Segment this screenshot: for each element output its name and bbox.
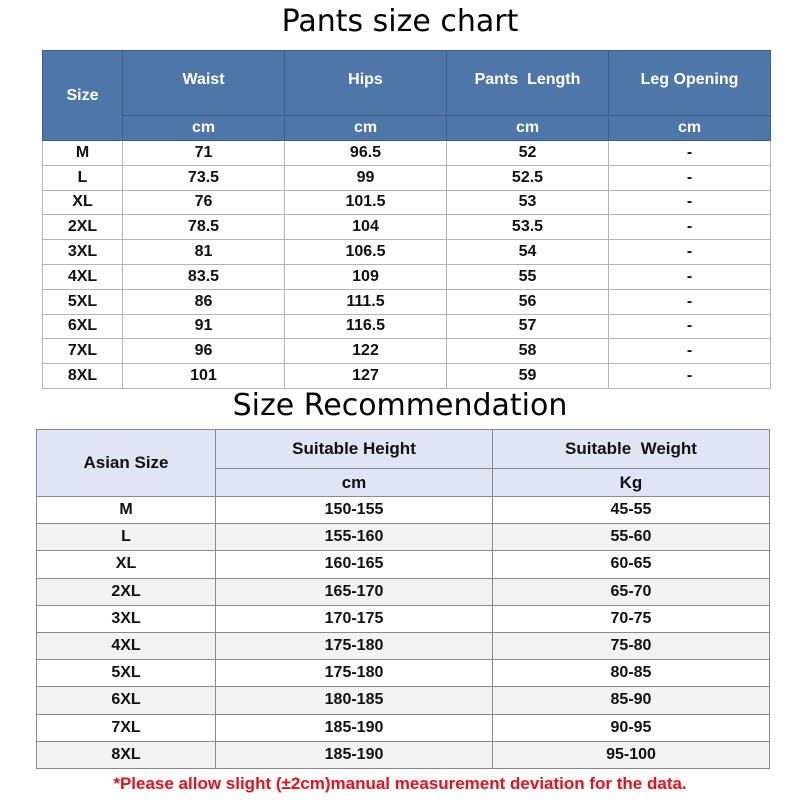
size-cell: 6XL (43, 314, 123, 339)
value-cell: 96.5 (285, 141, 447, 166)
value-cell: - (609, 264, 771, 289)
table-row (37, 660, 770, 687)
value-cell: 83.5 (123, 264, 285, 289)
value-cell: 185-190 (216, 741, 493, 768)
value-cell: 58 (447, 339, 609, 364)
unit-weight: Kg (493, 469, 770, 497)
table-row (37, 687, 770, 714)
table-row (37, 741, 770, 768)
value-cell: 52.5 (447, 165, 609, 190)
value-cell: - (609, 215, 771, 240)
size-cell: 5XL (43, 289, 123, 314)
value-cell: 155-160 (216, 524, 493, 551)
value-cell: 60-65 (493, 551, 770, 578)
size-cell: 7XL (37, 714, 216, 741)
value-cell: 52 (447, 141, 609, 166)
value-cell: - (609, 141, 771, 166)
size-cell: 4XL (37, 632, 216, 659)
value-cell: 55 (447, 264, 609, 289)
size-cell: 8XL (43, 364, 123, 389)
value-cell: 116.5 (285, 314, 447, 339)
value-cell: 95-100 (493, 741, 770, 768)
header-suitable-height: Suitable Height (216, 430, 493, 469)
value-cell: 55-60 (493, 524, 770, 551)
table-row (43, 364, 771, 389)
value-cell: 165-170 (216, 578, 493, 605)
value-cell: 160-165 (216, 551, 493, 578)
size-cell: 7XL (43, 339, 123, 364)
value-cell: 127 (285, 364, 447, 389)
size-cell: M (43, 141, 123, 166)
unit-leg-opening: cm (609, 116, 771, 141)
size-cell: 6XL (37, 687, 216, 714)
value-cell: - (609, 339, 771, 364)
table-row (43, 215, 771, 240)
size-cell: XL (37, 551, 216, 578)
header-pants-length: Pants Length (447, 51, 609, 116)
value-cell: 53.5 (447, 215, 609, 240)
table-row (37, 524, 770, 551)
value-cell: 85-90 (493, 687, 770, 714)
size-cell: 2XL (37, 578, 216, 605)
value-cell: 101 (123, 364, 285, 389)
value-cell: 71 (123, 141, 285, 166)
value-cell: 122 (285, 339, 447, 364)
value-cell: 45-55 (493, 497, 770, 524)
value-cell: - (609, 289, 771, 314)
pants-size-chart-title: Pants size chart (281, 4, 519, 39)
value-cell: 96 (123, 339, 285, 364)
value-cell: 78.5 (123, 215, 285, 240)
size-cell: 2XL (43, 215, 123, 240)
table-row (43, 190, 771, 215)
value-cell: 185-190 (216, 714, 493, 741)
value-cell: 80-85 (493, 660, 770, 687)
size-cell: 8XL (37, 741, 216, 768)
header-asian-size: Asian Size (37, 430, 216, 497)
value-cell: - (609, 364, 771, 389)
size-recommendation-table-body (37, 497, 770, 769)
table-row (43, 339, 771, 364)
header-leg-opening: Leg Opening (609, 51, 771, 116)
pants-size-table-body (43, 141, 771, 389)
value-cell: - (609, 165, 771, 190)
value-cell: 81 (123, 240, 285, 265)
unit-hips: cm (285, 116, 447, 141)
table-row (43, 289, 771, 314)
table-row (37, 578, 770, 605)
value-cell: 70-75 (493, 605, 770, 632)
table-row (43, 240, 771, 265)
value-cell: 90-95 (493, 714, 770, 741)
table-row (43, 314, 771, 339)
value-cell: 175-180 (216, 660, 493, 687)
size-recommendation-table (36, 429, 770, 769)
value-cell: 175-180 (216, 632, 493, 659)
size-cell: 3XL (37, 605, 216, 632)
value-cell: 56 (447, 289, 609, 314)
unit-height: cm (216, 469, 493, 497)
header-hips: Hips (285, 51, 447, 116)
value-cell: 170-175 (216, 605, 493, 632)
value-cell: 111.5 (285, 289, 447, 314)
header-waist: Waist (123, 51, 285, 116)
table-row (37, 551, 770, 578)
value-cell: - (609, 240, 771, 265)
value-cell: - (609, 190, 771, 215)
table-row (43, 141, 771, 166)
unit-waist: cm (123, 116, 285, 141)
unit-pants-length: cm (447, 116, 609, 141)
size-cell: 5XL (37, 660, 216, 687)
table-row (43, 165, 771, 190)
size-cell: L (43, 165, 123, 190)
value-cell: 73.5 (123, 165, 285, 190)
size-cell: 4XL (43, 264, 123, 289)
pants-size-table (42, 50, 771, 389)
value-cell: 99 (285, 165, 447, 190)
table-row (37, 632, 770, 659)
value-cell: 76 (123, 190, 285, 215)
header-suitable-weight: Suitable Weight (493, 430, 770, 469)
table-row (37, 497, 770, 524)
value-cell: 150-155 (216, 497, 493, 524)
value-cell: 54 (447, 240, 609, 265)
value-cell: 65-70 (493, 578, 770, 605)
table-row (37, 714, 770, 741)
size-cell: XL (43, 190, 123, 215)
value-cell: 57 (447, 314, 609, 339)
header-size: Size (43, 51, 123, 141)
value-cell: 104 (285, 215, 447, 240)
value-cell: 86 (123, 289, 285, 314)
value-cell: 109 (285, 264, 447, 289)
size-cell: 3XL (43, 240, 123, 265)
size-cell: M (37, 497, 216, 524)
table-row (43, 264, 771, 289)
value-cell: 106.5 (285, 240, 447, 265)
value-cell: 75-80 (493, 632, 770, 659)
value-cell: 91 (123, 314, 285, 339)
value-cell: 59 (447, 364, 609, 389)
value-cell: - (609, 314, 771, 339)
measurement-deviation-note: *Please allow slight (±2cm)manual measurement deviation for the data. (113, 774, 687, 793)
value-cell: 101.5 (285, 190, 447, 215)
size-recommendation-title: Size Recommendation (232, 388, 568, 423)
value-cell: 180-185 (216, 687, 493, 714)
table-row (37, 605, 770, 632)
size-cell: L (37, 524, 216, 551)
value-cell: 53 (447, 190, 609, 215)
